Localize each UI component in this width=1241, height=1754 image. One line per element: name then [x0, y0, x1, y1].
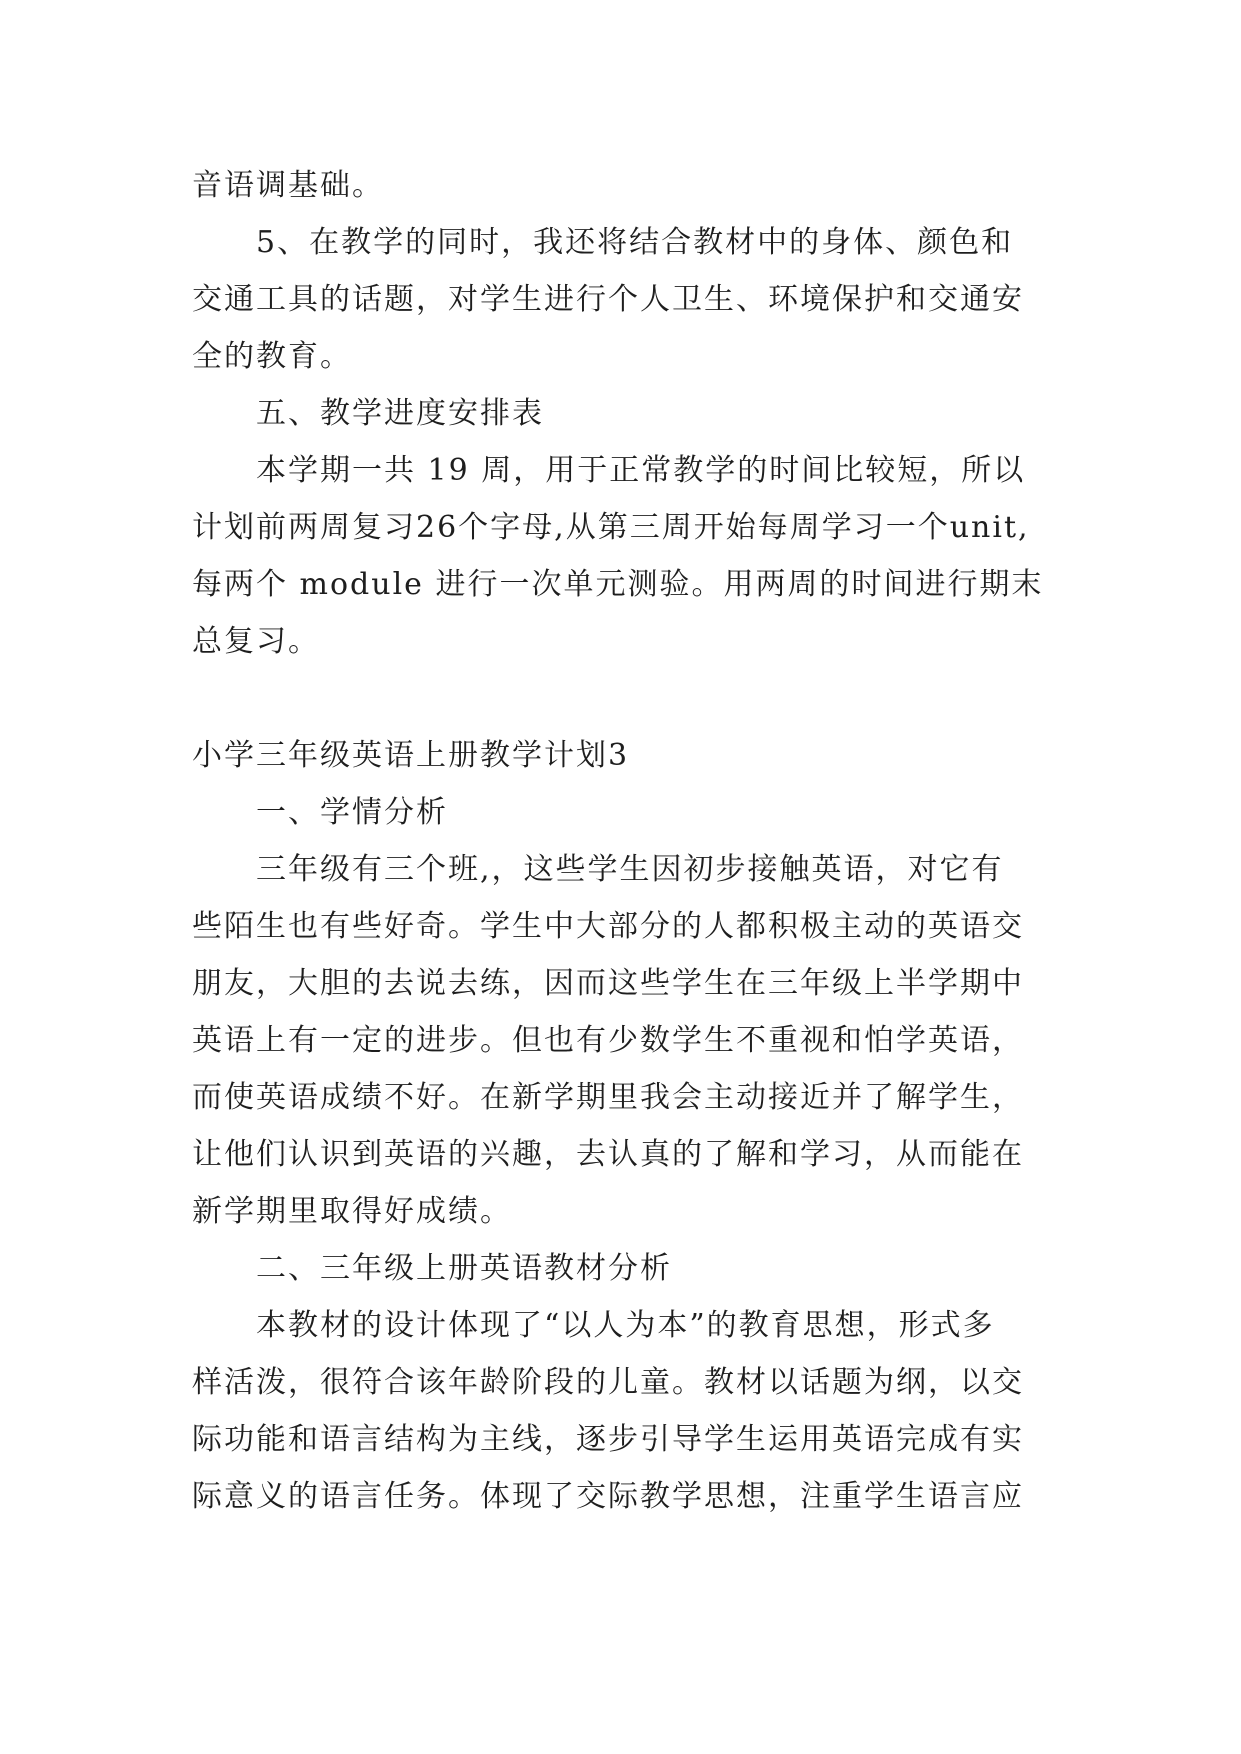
text-line: 全的教育。 — [192, 339, 352, 374]
text-line: 让他们认识到英语的兴趣，去认真的了解和学习，从而能在 — [192, 1137, 1024, 1172]
section-heading: 一、学情分析 — [256, 795, 448, 830]
text-line: 本教材的设计体现了“以人为本”的教育思想，形式多 — [256, 1308, 995, 1343]
text-line: 音语调基础。 — [192, 168, 384, 203]
section-heading: 二、三年级上册英语教材分析 — [256, 1251, 672, 1286]
section-heading: 五、教学进度安排表 — [256, 396, 544, 431]
text-line: 际意义的语言任务。体现了交际教学思想，注重学生语言应 — [192, 1479, 1024, 1514]
text-line: 本学期一共 19 周，用于正常教学的时间比较短，所以 — [256, 453, 1026, 488]
document-title: 小学三年级英语上册教学计划3 — [192, 738, 630, 773]
text-line: 朋友，大胆的去说去练，因而这些学生在三年级上半学期中 — [192, 966, 1024, 1001]
text-line: 样活泼，很符合该年龄阶段的儿童。教材以话题为纲，以交 — [192, 1365, 1024, 1400]
text-line: 三年级有三个班,，这些学生因初步接触英语，对它有 — [256, 852, 1004, 887]
text-line: 些陌生也有些好奇。学生中大部分的人都积极主动的英语交 — [192, 909, 1024, 944]
text-line: 总复习。 — [192, 624, 320, 659]
text-line: 计划前两周复习26个字母,从第三周开始每周学习一个unit, — [192, 510, 1030, 545]
text-line: 交通工具的话题，对学生进行个人卫生、环境保护和交通安 — [192, 282, 1024, 317]
text-line: 英语上有一定的进步。但也有少数学生不重视和怕学英语， — [192, 1023, 1024, 1058]
text-line: 而使英语成绩不好。在新学期里我会主动接近并了解学生， — [192, 1080, 1024, 1115]
text-line: 每两个 module 进行一次单元测验。用两周的时间进行期末 — [192, 567, 1044, 602]
text-line: 5、在教学的同时，我还将结合教材中的身体、颜色和 — [256, 225, 1014, 260]
text-line: 新学期里取得好成绩。 — [192, 1194, 512, 1229]
text-line: 际功能和语言结构为主线，逐步引导学生运用英语完成有实 — [192, 1422, 1024, 1457]
